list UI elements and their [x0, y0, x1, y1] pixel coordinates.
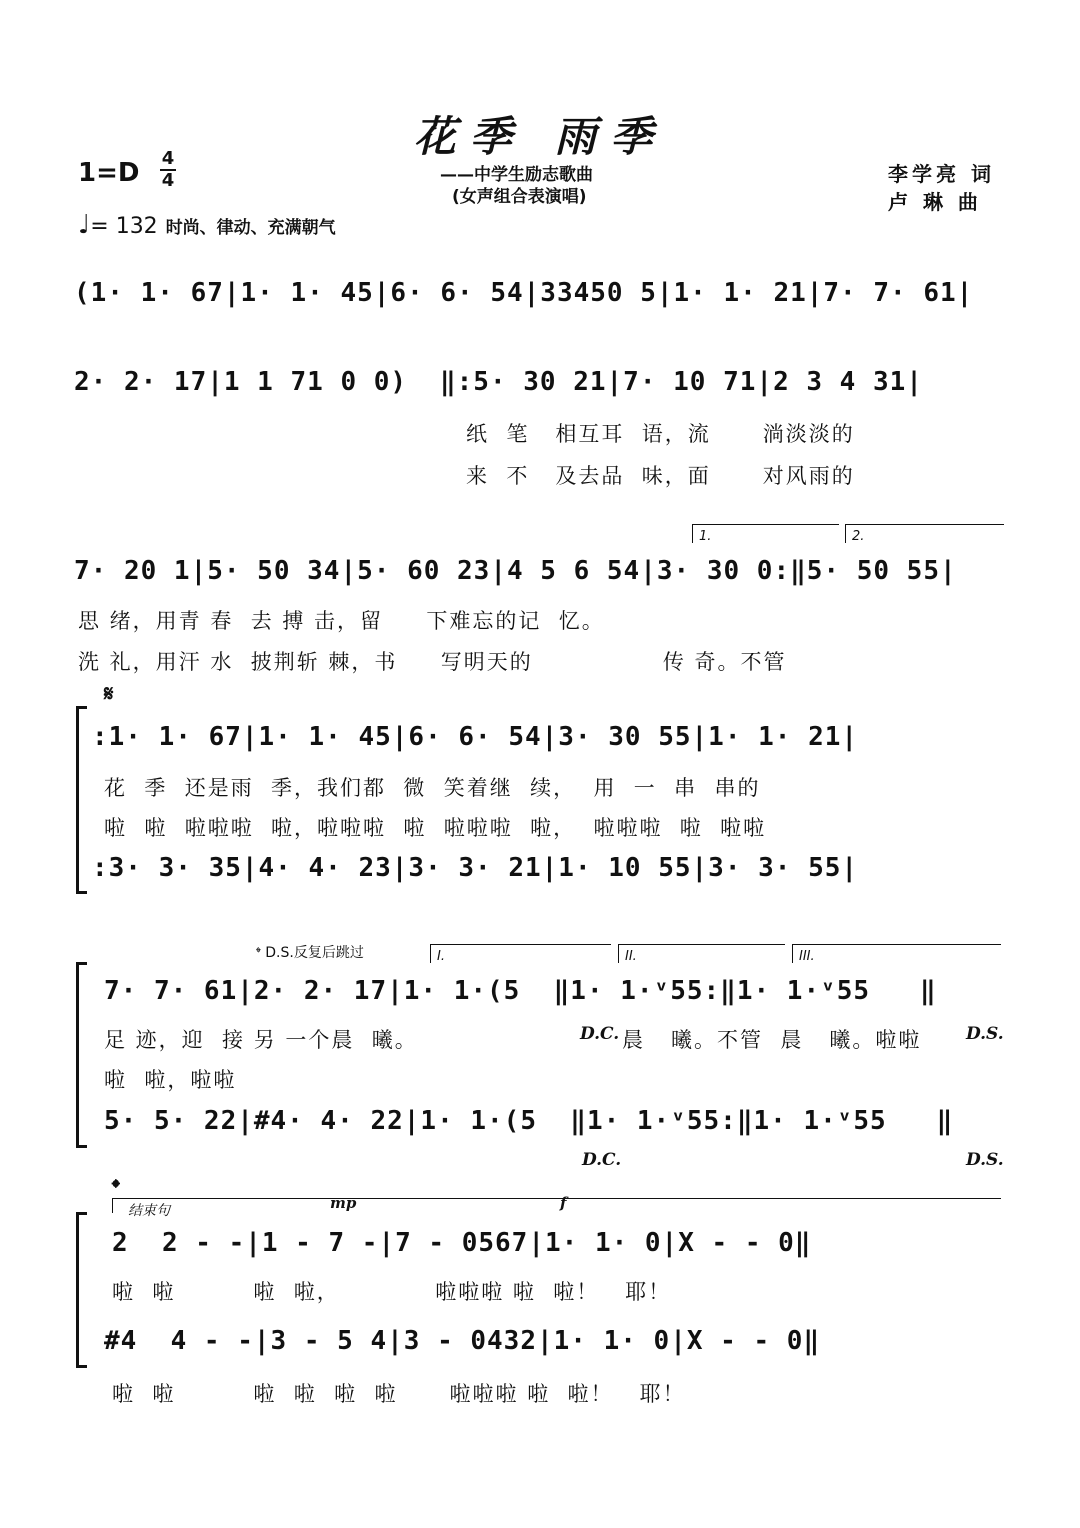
performance-note: (女声组合表演唱) — [452, 187, 587, 207]
dynamic-mp: mp — [330, 1194, 357, 1212]
verse-line-2-notes: 7· 20 1|5· 50 34|5· 60 23|4 5 6 54|3· 30 0:‖5· 50 55| — [74, 556, 957, 586]
lyricist: 李学亮 词 — [888, 162, 995, 186]
ending-label: 结束句 — [128, 1203, 170, 1219]
system-brace-3 — [76, 1212, 87, 1368]
verse-lyric-1a: 纸 笔 相互耳 语，流 淌淡淡的 — [466, 422, 855, 446]
ds-mark-2: D.S. — [966, 1150, 1004, 1170]
ending-lower-notes: #4 4 - -|3 - 5 4|3 - 0432|1· 1· 0|X - - 0‖ — [104, 1326, 821, 1356]
chorus-lyric-1: 花 季 还是雨 季，我们都 微 笑着继 续， 用 一 串 串的 — [104, 776, 761, 800]
segno-icon: 𝄋 — [104, 682, 114, 707]
time-signature — [160, 150, 176, 190]
ending-bracket — [112, 1198, 1001, 1213]
quarter-note-icon: ♩ — [78, 210, 91, 240]
key-signature: 1=D — [78, 158, 140, 188]
volta-bracket-I: I. — [430, 944, 611, 963]
dc-mark-2: D.C. — [582, 1150, 622, 1170]
dc-mark: D.C. — [580, 1024, 620, 1044]
volta-bracket-2: 2. — [845, 524, 1004, 543]
verse-line-1-notes: ‖:5· 30 21|7· 10 71|2 3 4 31| — [440, 367, 923, 397]
system-brace — [76, 706, 87, 894]
verse-lyric-2b: 洗 礼，用汗 水 披荆斩 棘，书 写明天的 传 奇。不管 — [78, 650, 787, 674]
time-signature-bottom: 4 — [161, 170, 175, 191]
volta-bracket-II: II. — [618, 944, 785, 963]
tempo-marking — [78, 210, 336, 240]
system-brace-2 — [76, 962, 87, 1148]
section-lower-notes: 5· 5· 22|#4· 4· 22|1· 1·(5 ‖1· 1·ᵛ55:‖1· 1·ᵛ55 ‖ — [104, 1106, 954, 1136]
volta-bracket-1: 1. — [692, 524, 839, 543]
verse-lyric-1b: 来 不 及去品 味，面 对风雨的 — [466, 464, 855, 488]
subtitle: ——中学生励志歌曲 — [440, 165, 593, 185]
section-lyric-1: 足 迹，迎 接 另 一个晨 曦。 — [104, 1028, 418, 1052]
coda-icon: 𝄌 — [112, 1176, 120, 1201]
tempo-value: = 132 — [90, 214, 158, 239]
dynamic-f: f — [560, 1194, 567, 1212]
composer: 卢 琳 曲 — [888, 190, 982, 214]
coda-jump-note: 𝄌 D.S.反复后跳过 — [256, 945, 364, 961]
section-upper-notes: 7· 7· 61|2· 2· 17|1· 1·(5 ‖1· 1·ᵛ55:‖1· 1·ᵛ55 ‖ — [104, 976, 937, 1006]
chorus-lyric-2: 啦 啦 啦啦啦 啦，啦啦啦 啦 啦啦啦 啦， 啦啦啦 啦 啦啦 — [104, 816, 767, 840]
tempo-expression: 时尚、律动、充满朝气 — [165, 218, 336, 238]
ending-lyric-upper: 啦 啦 啦 啦， 啦啦啦 啦 啦！ 耶！ — [112, 1280, 672, 1304]
volta-bracket-III: III. — [792, 944, 1001, 963]
verse-lyric-2a: 思 绪，用青 春 去 搏 击，留 下难忘的记 忆。 — [78, 609, 605, 633]
chorus-lower-notes: :3· 3· 35|4· 4· 23|3· 3· 21|1· 10 55|3· 3· 55| — [92, 853, 859, 883]
intro-line-2: 2· 2· 17|1 1 71 0 0) — [74, 367, 408, 397]
section-lyric-2: 啦 啦，啦啦 — [104, 1068, 237, 1092]
chorus-upper-notes: :1· 1· 67|1· 1· 45|6· 6· 54|3· 30 55|1· 1· 21| — [92, 722, 859, 752]
intro-line-1: (1· 1· 67|1· 1· 45|6· 6· 54|33450 5|1· 1· 21|7· 7· 61| — [74, 278, 974, 308]
section-lyric-1b: 晨 曦。不管 晨 曦。啦啦 — [622, 1028, 922, 1052]
ending-upper-notes: 2 2 - -|1 - 7 -|7 - 0567|1· 1· 0|X - - 0‖ — [112, 1228, 812, 1258]
ds-mark: D.S. — [966, 1024, 1004, 1044]
ending-lyric-lower: 啦 啦 啦 啦 啦 啦 啦啦啦 啦 啦！ 耶！ — [112, 1382, 686, 1406]
song-title: 花季 雨季 — [413, 112, 667, 161]
time-signature-top: 4 — [161, 148, 175, 169]
